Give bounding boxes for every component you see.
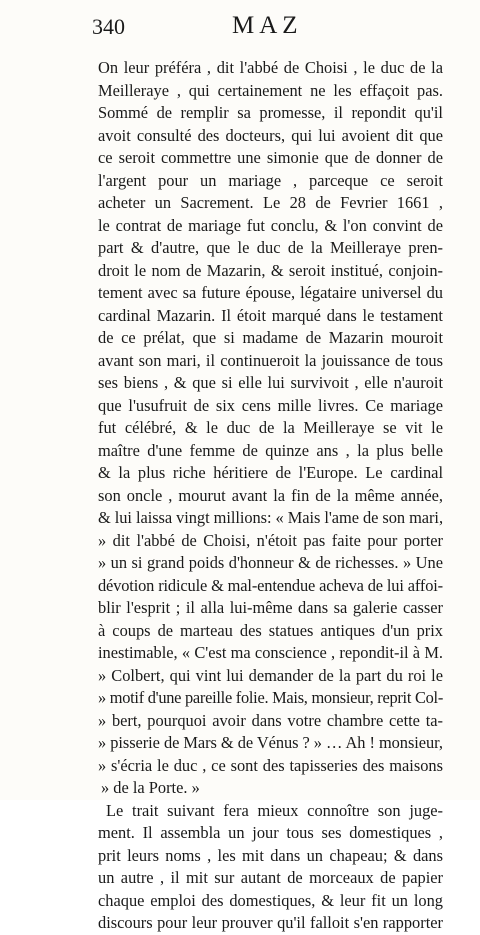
text-line: » motif d'une pareille folie. Mais, monsieur, reprit Col- (98, 688, 443, 707)
text-line: son oncle , mourut avant la fin de la même année, (98, 485, 443, 505)
text-line: avant son mari, il continueroit la jouissance de tous (98, 350, 443, 370)
text-line: un autre , il mit sur autant de morceaux de papier (98, 868, 443, 887)
text-line: acheter un Sacrement. Le 28 de Fevrier 1661 , (98, 193, 443, 212)
text-line: part & d'autre, que le duc de la Meilleraye pren- (98, 238, 443, 257)
text-line: » s'écria le duc , ce sont des tapisseries des maisons (98, 755, 443, 775)
page-number: 340 (92, 14, 125, 39)
text-line: de ce prélat, que si madame de Mazarin mouroit (98, 328, 443, 347)
text-line: droit le nom de Mazarin, & seroit institué, conjoin- (98, 260, 443, 280)
text-line: » bert, pourquoi avoir dans votre chambre cette ta- (98, 710, 443, 730)
text-line: » de la Porte. » (101, 778, 200, 797)
text-line: Meilleraye , qui certainement ne les effaçoit pas. (98, 80, 443, 100)
text-line: le contrat de mariage fut conclu, & l'on convint de (98, 215, 443, 235)
text-line: dévotion ridicule & mal-entendue acheva de lui affoi- (98, 575, 443, 595)
text-line: maître d'une femme de quinze ans , la plus belle (98, 440, 443, 460)
text-line: l'argent pour un mariage , parceque ce seroit (98, 170, 443, 190)
text-line: à coups de marteau des statues antiques d'un prix (98, 620, 443, 640)
page-header (92, 12, 452, 46)
text-line: discours pour leur prouver qu'il falloit s'en rapporter (98, 913, 443, 932)
text-line: prit leurs noms , les mit dans un chapeau; & dans (98, 845, 443, 865)
text-line: chaque emploi des domestiques, & leur fit un long (98, 890, 443, 910)
text-line: » Colbert, qui vint lui demander de la part du roi le (98, 665, 443, 685)
text-line: » un si grand poids d'honneur & de richesses. » Une (98, 553, 443, 572)
text-line: & lui laissa vingt millions: « Mais l'ame de son mari, (98, 508, 443, 527)
text-line: ses biens , & que si elle lui survivoit , elle n'auroit (98, 373, 443, 392)
text-line: cardinal Mazarin. Il étoit marqué dans le testament (98, 305, 443, 325)
text-line: inestimable, « C'est ma conscience , repondit-il à M. (98, 643, 443, 662)
text-line: tement avec sa future épouse, légataire universel du (98, 283, 443, 302)
text-line: avoit consulté des docteurs, qui lui avoient dit que (98, 125, 443, 145)
text-line: fut célébré, & le duc de la Meilleraye se vit le (98, 418, 443, 437)
text-line: que l'usufruit de six cens mille livres. Ce mariage (98, 395, 443, 415)
text-line: » dit l'abbé de Choisi, n'étoit pas faite pour porter (98, 530, 443, 550)
text-line: ce seroit commettre une simonie que de donner de (98, 148, 443, 167)
text-line: » pisserie de Mars & de Vénus ? » … Ah ! monsieur, (98, 733, 443, 752)
text-line: Le trait suivant fera mieux connoître son juge- (106, 800, 443, 820)
running-head: MAZ (232, 12, 303, 39)
body-text (98, 57, 443, 935)
text-line: & la plus riche héritiere de l'Europe. Le cardinal (98, 463, 443, 482)
text-line: blir l'esprit ; il alla lui-même dans sa galerie casser (98, 598, 443, 617)
text-line: Sommé de remplir sa promesse, il repondit qu'il (98, 103, 443, 122)
text-line: ment. Il assembla un jour tous ses domestiques , (98, 823, 443, 842)
text-line: On leur préféra , dit l'abbé de Choisi , le duc de la (98, 58, 443, 77)
